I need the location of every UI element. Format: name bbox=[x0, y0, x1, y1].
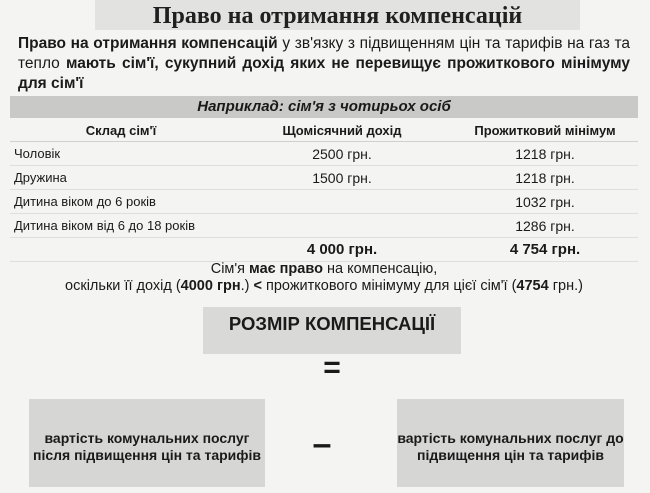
minimum-cell: 1032 грн. bbox=[452, 190, 638, 214]
page-title: Право на отримання компенсацій bbox=[95, 0, 580, 30]
member-cell: Дитина віком від 6 до 18 років bbox=[10, 214, 232, 238]
has-right-bold: має право bbox=[249, 261, 323, 277]
table-row bbox=[10, 166, 638, 190]
example-text: : сім'я з чотирьох осіб bbox=[278, 98, 451, 115]
table-row bbox=[10, 190, 638, 214]
example-label: Наприклад bbox=[197, 98, 279, 115]
table-header-row bbox=[10, 119, 638, 142]
header-minimum: Прожитковий мінімум bbox=[452, 119, 638, 142]
minimum-amount-bold: 4754 bbox=[516, 278, 549, 294]
header-income: Щомісячний дохід bbox=[232, 119, 452, 142]
table-total-row bbox=[10, 238, 638, 262]
conclusion-line-1: Сім'я має право на компенсацію, bbox=[210, 261, 438, 277]
minimum-cell: 1286 грн. bbox=[452, 214, 638, 238]
income-amount-bold: 4000 грн bbox=[180, 278, 241, 294]
member-cell: Чоловік bbox=[10, 142, 232, 166]
compensation-size-heading: РОЗМІР КОМПЕНСАЦІЇ bbox=[203, 307, 461, 354]
member-cell: Дружина bbox=[10, 166, 232, 190]
intro-bold-start: Право на отримання компенсацій bbox=[18, 35, 278, 52]
header-family: Склад сім'ї bbox=[10, 119, 232, 142]
total-label-cell bbox=[10, 238, 232, 262]
intro-paragraph bbox=[18, 34, 630, 94]
income-cell: 2500 грн. bbox=[232, 142, 452, 166]
minimum-cell: 1218 грн. bbox=[452, 142, 638, 166]
income-cell bbox=[232, 214, 452, 238]
income-cell: 1500 грн. bbox=[232, 166, 452, 190]
example-bar bbox=[10, 96, 638, 118]
member-cell: Дитина віком до 6 років bbox=[10, 190, 232, 214]
total-income: 4 000 грн. bbox=[232, 238, 452, 262]
minimum-cell: 1218 грн. bbox=[452, 166, 638, 190]
intro-bold-end: мають сім'ї, сукупний дохід яких не перевищує прожиткового мінімуму для сім'ї bbox=[18, 55, 630, 92]
cost-before-text: вартість комунальних послуг до підвищення цін та тарифів bbox=[397, 430, 624, 463]
income-cell bbox=[232, 190, 452, 214]
minus-sign: – bbox=[312, 425, 332, 463]
conclusion-line-2: оскільки її дохід (4000 грн.) < прожиткового мінімуму для цієї сім'ї (4754 грн.) bbox=[65, 278, 583, 294]
table-row bbox=[10, 214, 638, 238]
family-income-table bbox=[10, 119, 638, 262]
equals-sign: = bbox=[323, 351, 341, 384]
total-minimum: 4 754 грн. bbox=[452, 238, 638, 262]
table-row bbox=[10, 142, 638, 166]
less-than-sign: < bbox=[253, 278, 262, 294]
cost-after-text: вартість комунальних послуг після підвищення цін та тарифів bbox=[32, 430, 262, 463]
cost-before-box bbox=[397, 399, 624, 487]
cost-after-box bbox=[29, 399, 265, 487]
conclusion-text bbox=[10, 261, 638, 295]
intro-text: у зв'язку з підвищенням цін та тарифів на газ та тепло bbox=[18, 35, 630, 72]
